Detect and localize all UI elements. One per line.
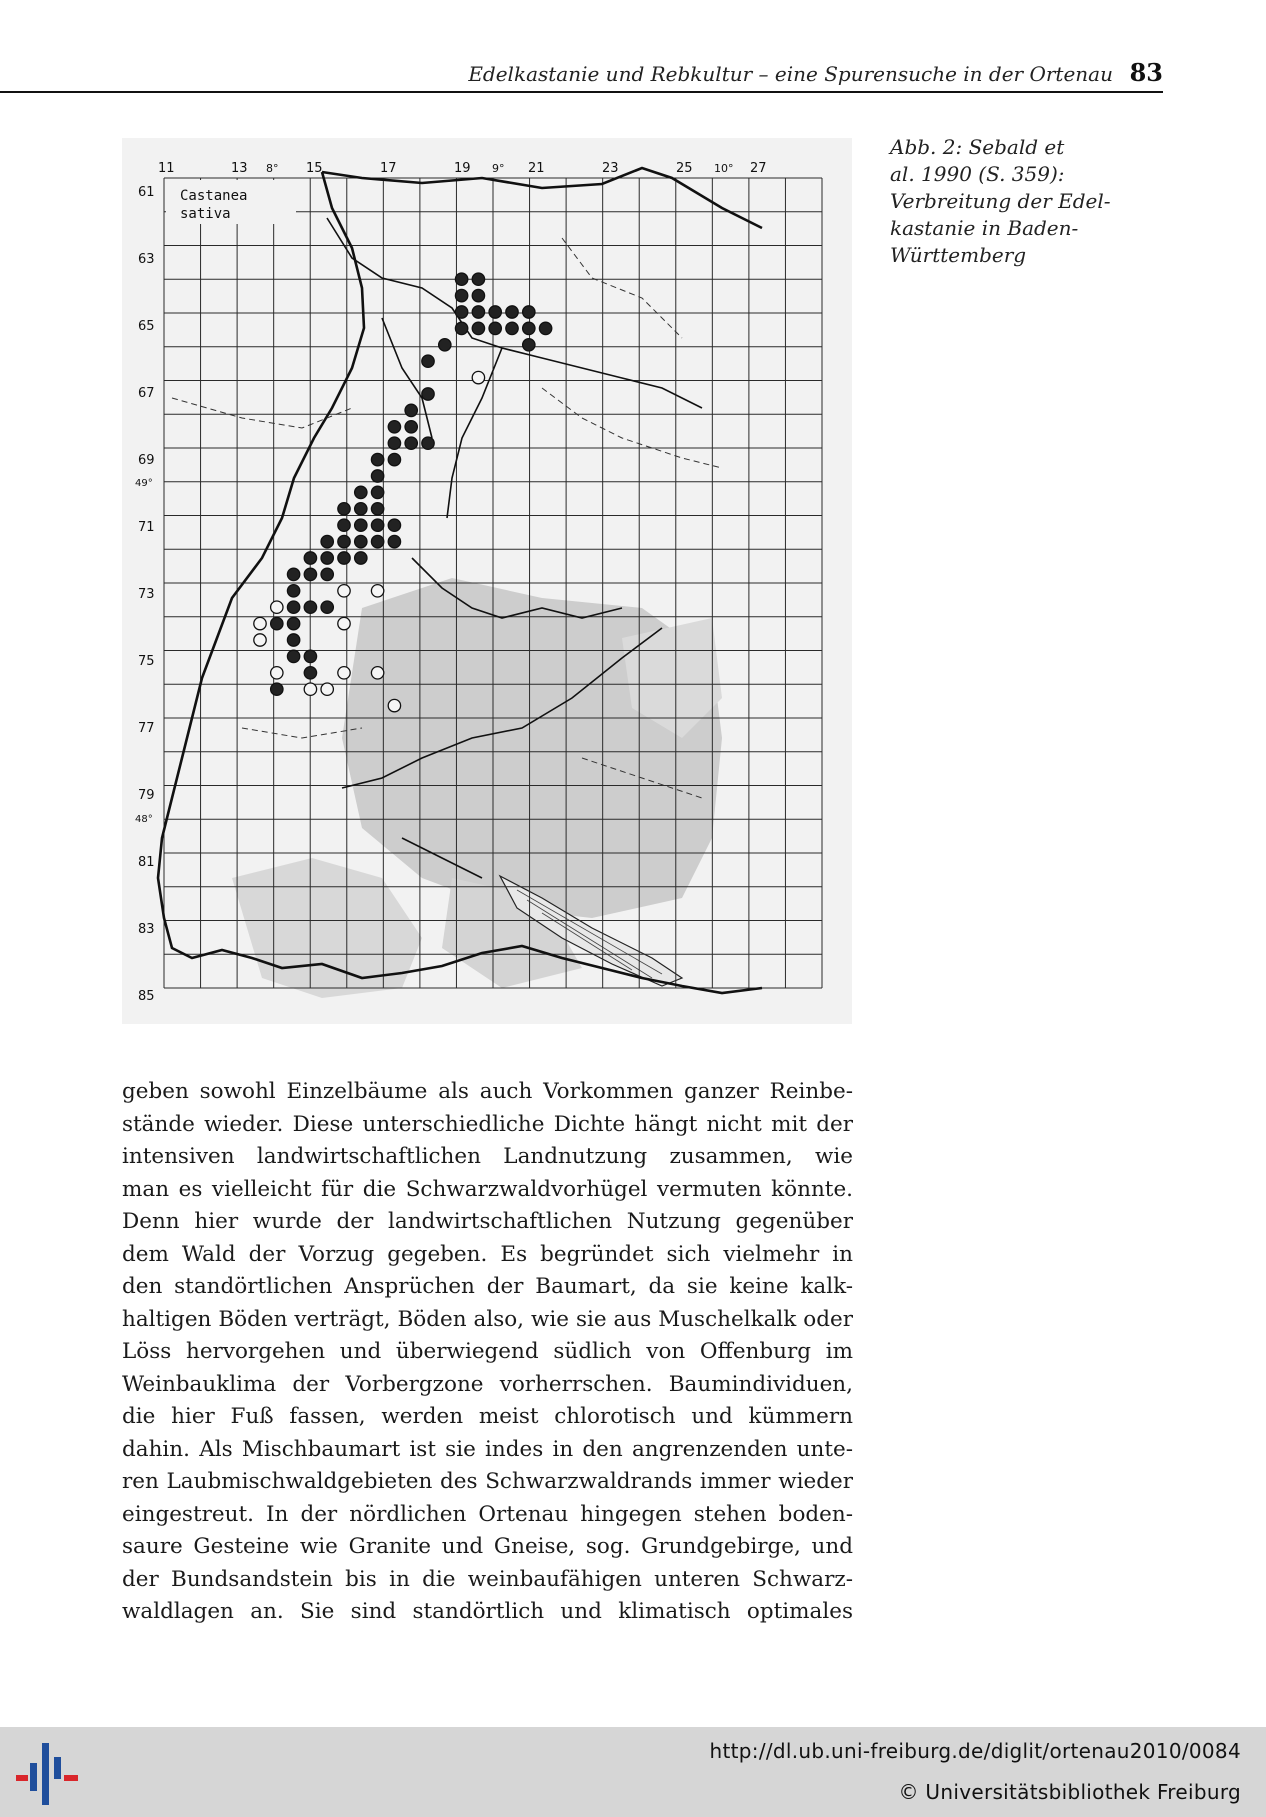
occurrence-dot-filled [439,339,451,351]
occurrence-dot-filled [388,437,400,449]
footer-copyright: © Universitätsbibliothek Freiburg [898,1780,1241,1804]
map-left-label: 65 [138,319,155,334]
occurrence-dot-filled [455,322,467,334]
footer-bar [0,1727,1266,1817]
map-left-label: 49° [135,478,153,489]
occurrence-dot-filled [371,519,383,531]
body-line: dem Wald der Vorzug gegeben. Es begründet sich vielmehr in [122,1241,853,1267]
occurrence-dot-filled [472,306,484,318]
map-top-label: 17 [380,161,397,176]
species-label [166,180,296,224]
occurrence-dot-open [321,683,333,695]
running-head [0,58,1163,88]
occurrence-dot-filled [304,552,316,564]
map-left-label: 85 [138,989,155,1004]
occurrence-dot-filled [422,355,434,367]
map-left-label: 81 [138,855,155,870]
map-top-label: 25 [676,161,693,176]
occurrence-dot-filled [506,306,518,318]
map-top-label: 11 [158,161,175,176]
map-top-label: 13 [231,161,248,176]
body-line: saure Gesteine wie Granite und Gneise, sog. Grundgebirge, und [122,1534,853,1559]
occurrence-dot-filled [287,650,299,662]
occurrence-dot-filled [355,552,367,564]
occurrence-dot-filled [271,683,283,695]
occurrence-dot-filled [472,289,484,301]
map-top-label: 9° [492,162,505,175]
occurrence-dot-open [371,667,383,679]
body-line: geben sowohl Einzelbäume als auch Vorkommen ganzer Reinbe- [122,1079,853,1104]
map-left-label: 79 [138,788,155,803]
occurrence-dot-filled [388,453,400,465]
occurrence-dot-filled [287,601,299,613]
occurrence-dot-open [254,617,266,629]
occurrence-dot-filled [489,306,501,318]
occurrence-dot-filled [355,486,367,498]
occurrence-dot-filled [371,470,383,482]
occurrence-dot-filled [304,601,316,613]
occurrence-dot-filled [321,535,333,547]
occurrence-dot-filled [422,437,434,449]
occurrence-dot-filled [287,617,299,629]
occurrence-dot-filled [321,568,333,580]
occurrence-dot-filled [355,535,367,547]
occurrence-dot-filled [338,552,350,564]
library-logo-icon [16,1741,80,1807]
occurrence-dot-filled [355,503,367,515]
body-line: dahin. Als Mischbaumart ist sie indes in den angrenzenden unte- [122,1436,853,1462]
header-rule [0,91,1163,93]
occurrence-dot-filled [472,273,484,285]
body-line: den standörtlichen Ansprüchen der Baumart, da sie keine kalk- [122,1274,853,1299]
map-top-label: 10° [714,162,734,175]
occurrence-dot-filled [455,273,467,285]
distribution-map-svg [122,138,852,1024]
occurrence-dot-open [371,585,383,597]
body-line: die hier Fuß fassen, werden meist chlorotisch und kümmern [122,1404,853,1429]
map-left-label: 48° [135,814,153,825]
body-line: Löss hervorgehen und überwiegend südlich von Offenburg im [122,1339,853,1364]
caption-line: Verbreitung der Edel- [890,189,1111,213]
body-paragraph [122,1076,853,1629]
occurrence-dot-filled [321,601,333,613]
occurrence-dot-filled [455,306,467,318]
body-line: waldlagen an. Sie sind standörtlich und klimatisch optimales [122,1599,853,1624]
map-top-label: 8° [266,162,279,175]
occurrence-dot-open [271,601,283,613]
map-top-label: 15 [306,161,323,176]
occurrence-dot-filled [405,404,417,416]
caption-line: al. 1990 (S. 359): [890,162,1065,186]
map-left-label: 67 [138,386,155,401]
occurrence-dot-filled [371,503,383,515]
map-top-label: 27 [750,161,767,176]
map-left-label: 61 [138,185,155,200]
body-line: stände wieder. Diese unterschiedliche Dichte hängt nicht mit der [122,1111,853,1137]
occurrence-dot-filled [287,568,299,580]
occurrence-dot-open [304,683,316,695]
occurrence-dot-filled [304,667,316,679]
occurrence-dot-open [472,371,484,383]
body-line: haltigen Böden verträgt, Böden also, wie sie aus Muschelkalk oder [122,1306,853,1332]
body-line: intensiven landwirtschaftlichen Landnutzung zusammen, wie [122,1144,853,1169]
body-line: man es vielleicht für die Schwarzwaldvorhügel vermuten könnte. [122,1176,853,1202]
occurrence-dot-filled [405,421,417,433]
occurrence-dot-filled [539,322,551,334]
map-left-label: 63 [138,252,155,267]
body-line: eingestreut. In der nördlichen Ortenau hingegen stehen boden- [122,1501,853,1527]
occurrence-dot-open [338,667,350,679]
map-left-label: 71 [138,520,155,535]
distribution-map [122,138,852,1024]
species-label-line1: Castanea [180,188,248,204]
body-line: Denn hier wurde der landwirtschaftlichen Nutzung gegenüber [122,1209,853,1234]
occurrence-dot-filled [338,535,350,547]
occurrence-dot-filled [506,322,518,334]
occurrence-dot-filled [405,437,417,449]
map-left-label: 69 [138,453,155,468]
body-line: der Bundsandstein bis in die weinbaufähigen unteren Schwarz- [122,1566,853,1592]
caption-line: Abb. 2: Sebald et [890,135,1065,159]
occurrence-dot-filled [287,585,299,597]
occurrence-dot-open [388,699,400,711]
occurrence-dot-filled [271,617,283,629]
relief-shading [232,578,722,998]
running-head-title: Edelkastanie und Rebkultur – eine Spurensuche in der Ortenau [468,62,1113,86]
map-left-label: 73 [138,587,155,602]
occurrence-dot-filled [321,552,333,564]
occurrence-dot-filled [287,634,299,646]
occurrence-dot-open [271,667,283,679]
occurrence-dot-filled [304,568,316,580]
occurrence-dot-filled [523,339,535,351]
map-top-label: 21 [528,161,545,176]
species-label-line2: sativa [180,206,231,222]
occurrence-dot-filled [455,289,467,301]
occurrence-dot-filled [388,535,400,547]
occurrence-dot-filled [523,322,535,334]
footer-url-link[interactable]: http://dl.ub.uni-freiburg.de/diglit/ortenau2010/0084 [709,1739,1241,1763]
caption-line: Württemberg [890,243,1027,267]
page-number: 83 [1129,58,1163,87]
occurrence-dot-filled [371,453,383,465]
occurrence-dot-filled [388,421,400,433]
occurrence-dot-open [338,585,350,597]
caption-line: kastanie in Baden- [890,216,1079,240]
occurrence-dot-filled [371,535,383,547]
map-top-label: 19 [454,161,471,176]
occurrence-dot-filled [422,388,434,400]
occurrence-dot-filled [523,306,535,318]
occurrence-dot-open [338,617,350,629]
map-left-label: 83 [138,922,155,937]
occurrence-dot-filled [338,519,350,531]
occurrence-dot-filled [489,322,501,334]
body-line: ren Laubmischwaldgebieten des Schwarzwaldrands immer wieder [122,1469,853,1494]
occurrence-dot-filled [472,322,484,334]
occurrence-dot-filled [371,486,383,498]
map-top-label: 23 [602,161,619,176]
body-line: Weinbauklima der Vorbergzone vorherrschen. Baumindividuen, [122,1371,853,1397]
map-left-label: 75 [138,654,155,669]
occurrence-dot-filled [388,519,400,531]
occurrence-dot-filled [304,650,316,662]
grid [164,178,822,988]
occurrence-dot-filled [338,503,350,515]
figure-caption [890,134,1111,269]
occurrence-dot-open [254,634,266,646]
occurrence-dot-filled [355,519,367,531]
map-left-label: 77 [138,721,155,736]
